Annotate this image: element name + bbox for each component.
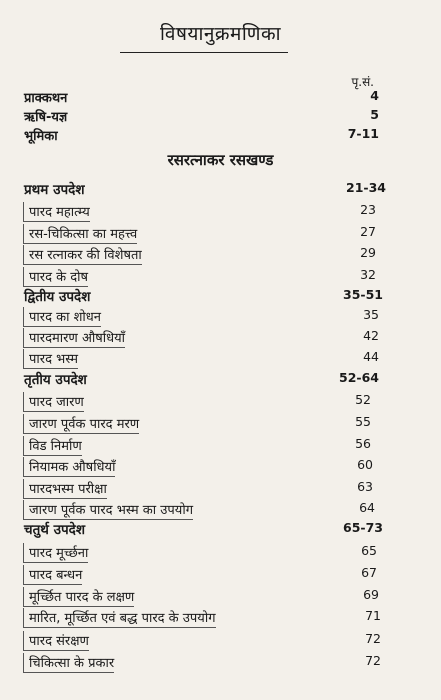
toc-item	[0, 202, 441, 224]
toc-item	[0, 457, 441, 479]
toc-item-label: पारद महात्म्य	[23, 202, 90, 222]
toc-item-label: पारद का शोधन	[23, 307, 101, 327]
toc-chapter-label: चतुर्थ उपदेश	[24, 522, 86, 538]
toc-entry-label: प्राक्कथन	[24, 91, 68, 106]
toc-item	[0, 224, 441, 246]
toc-entry-introduction	[0, 126, 441, 148]
toc-item	[0, 414, 441, 436]
toc-item-page: 52	[355, 392, 371, 407]
toc-item	[0, 307, 441, 329]
toc-item	[0, 245, 441, 267]
toc-item-label: पारद जारण	[23, 392, 84, 412]
toc-item-label: पारद बन्धन	[23, 565, 82, 585]
toc-item	[0, 392, 441, 414]
toc-item-page: 44	[363, 349, 379, 364]
toc-item-page: 72	[365, 631, 381, 646]
toc-item	[0, 349, 441, 371]
toc-item	[0, 500, 441, 522]
toc-item-page: 69	[363, 587, 379, 602]
toc-item	[0, 543, 441, 565]
toc-item-page: 27	[360, 224, 376, 239]
toc-item-label: जारण पूर्वक पारद भस्म का उपयोग	[23, 500, 193, 520]
page-number-column-header: पृ.सं.	[351, 75, 374, 89]
section-title: रसरत्नाकर रसखण्ड	[167, 151, 274, 169]
toc-item-label: जारण पूर्वक पारद मरण	[23, 414, 139, 434]
toc-item-page: 56	[355, 436, 371, 451]
toc-item	[0, 608, 441, 630]
toc-item	[0, 587, 441, 609]
toc-item	[0, 267, 441, 289]
toc-item-label: रस रत्नाकर की विशेषता	[23, 245, 142, 265]
toc-item-page: 64	[359, 500, 375, 515]
toc-item-page: 35	[363, 307, 379, 322]
toc-item-page: 67	[361, 565, 377, 580]
toc-chapter-label: प्रथम उपदेश	[24, 182, 85, 198]
toc-item	[0, 479, 441, 501]
toc-chapter-page: 21-34	[346, 180, 386, 195]
toc-item	[0, 328, 441, 350]
page-title: विषयानुक्रमणिका	[159, 23, 282, 45]
toc-chapter-1	[0, 180, 441, 202]
toc-entry-page: 7-11	[347, 126, 379, 141]
toc-item-label: मारित, मूर्च्छित एवं बद्ध पारद के उपयोग	[23, 608, 216, 628]
toc-item-page: 71	[365, 608, 381, 623]
toc-item-page: 42	[363, 328, 379, 343]
toc-item-label: पारद संरक्षण	[23, 631, 89, 651]
toc-entry-label: ऋषि-यज्ञ	[24, 110, 68, 125]
toc-chapter-label: तृतीय उपदेश	[24, 372, 87, 388]
toc-item-page: 72	[365, 653, 381, 668]
toc-item-label: पारद मूर्च्छना	[23, 543, 88, 563]
toc-item-page: 23	[360, 202, 376, 217]
toc-item-page: 60	[357, 457, 373, 472]
toc-item-page: 65	[361, 543, 377, 558]
title-underline	[120, 52, 288, 53]
toc-item-page: 55	[355, 414, 371, 429]
toc-chapter-4	[0, 520, 441, 542]
toc-item-label: चिकित्सा के प्रकार	[23, 653, 114, 673]
toc-item	[0, 631, 441, 653]
toc-item-label: विड निर्माण	[23, 436, 82, 456]
toc-item	[0, 436, 441, 458]
toc-item-label: नियामक औषधियाँ	[23, 457, 115, 477]
toc-item-page: 32	[360, 267, 376, 282]
toc-item-label: रस-चिकित्सा का महत्त्व	[23, 224, 137, 244]
toc-chapter-2	[0, 287, 441, 309]
toc-chapter-page: 65-73	[343, 520, 383, 535]
toc-item-page: 63	[357, 479, 373, 494]
toc-item	[0, 653, 441, 675]
toc-entry-page: 4	[370, 88, 379, 103]
toc-chapter-page: 35-51	[343, 287, 383, 302]
toc-chapter-page: 52-64	[339, 370, 379, 385]
toc-item-page: 29	[360, 245, 376, 260]
toc-entry-page: 5	[370, 107, 379, 122]
toc-item	[0, 565, 441, 587]
toc-item-label: पारद भस्म	[23, 349, 78, 369]
toc-chapter-label: द्वितीय उपदेश	[24, 289, 91, 305]
toc-item-label: पारदभस्म परीक्षा	[23, 479, 107, 499]
toc-chapter-3	[0, 370, 441, 392]
toc-item-label: मूर्च्छित पारद के लक्षण	[23, 587, 134, 607]
toc-entry-label: भूमिका	[24, 129, 58, 144]
toc-item-label: पारद के दोष	[23, 267, 88, 287]
toc-item-label: पारदमारण औषधियाँ	[23, 328, 125, 348]
